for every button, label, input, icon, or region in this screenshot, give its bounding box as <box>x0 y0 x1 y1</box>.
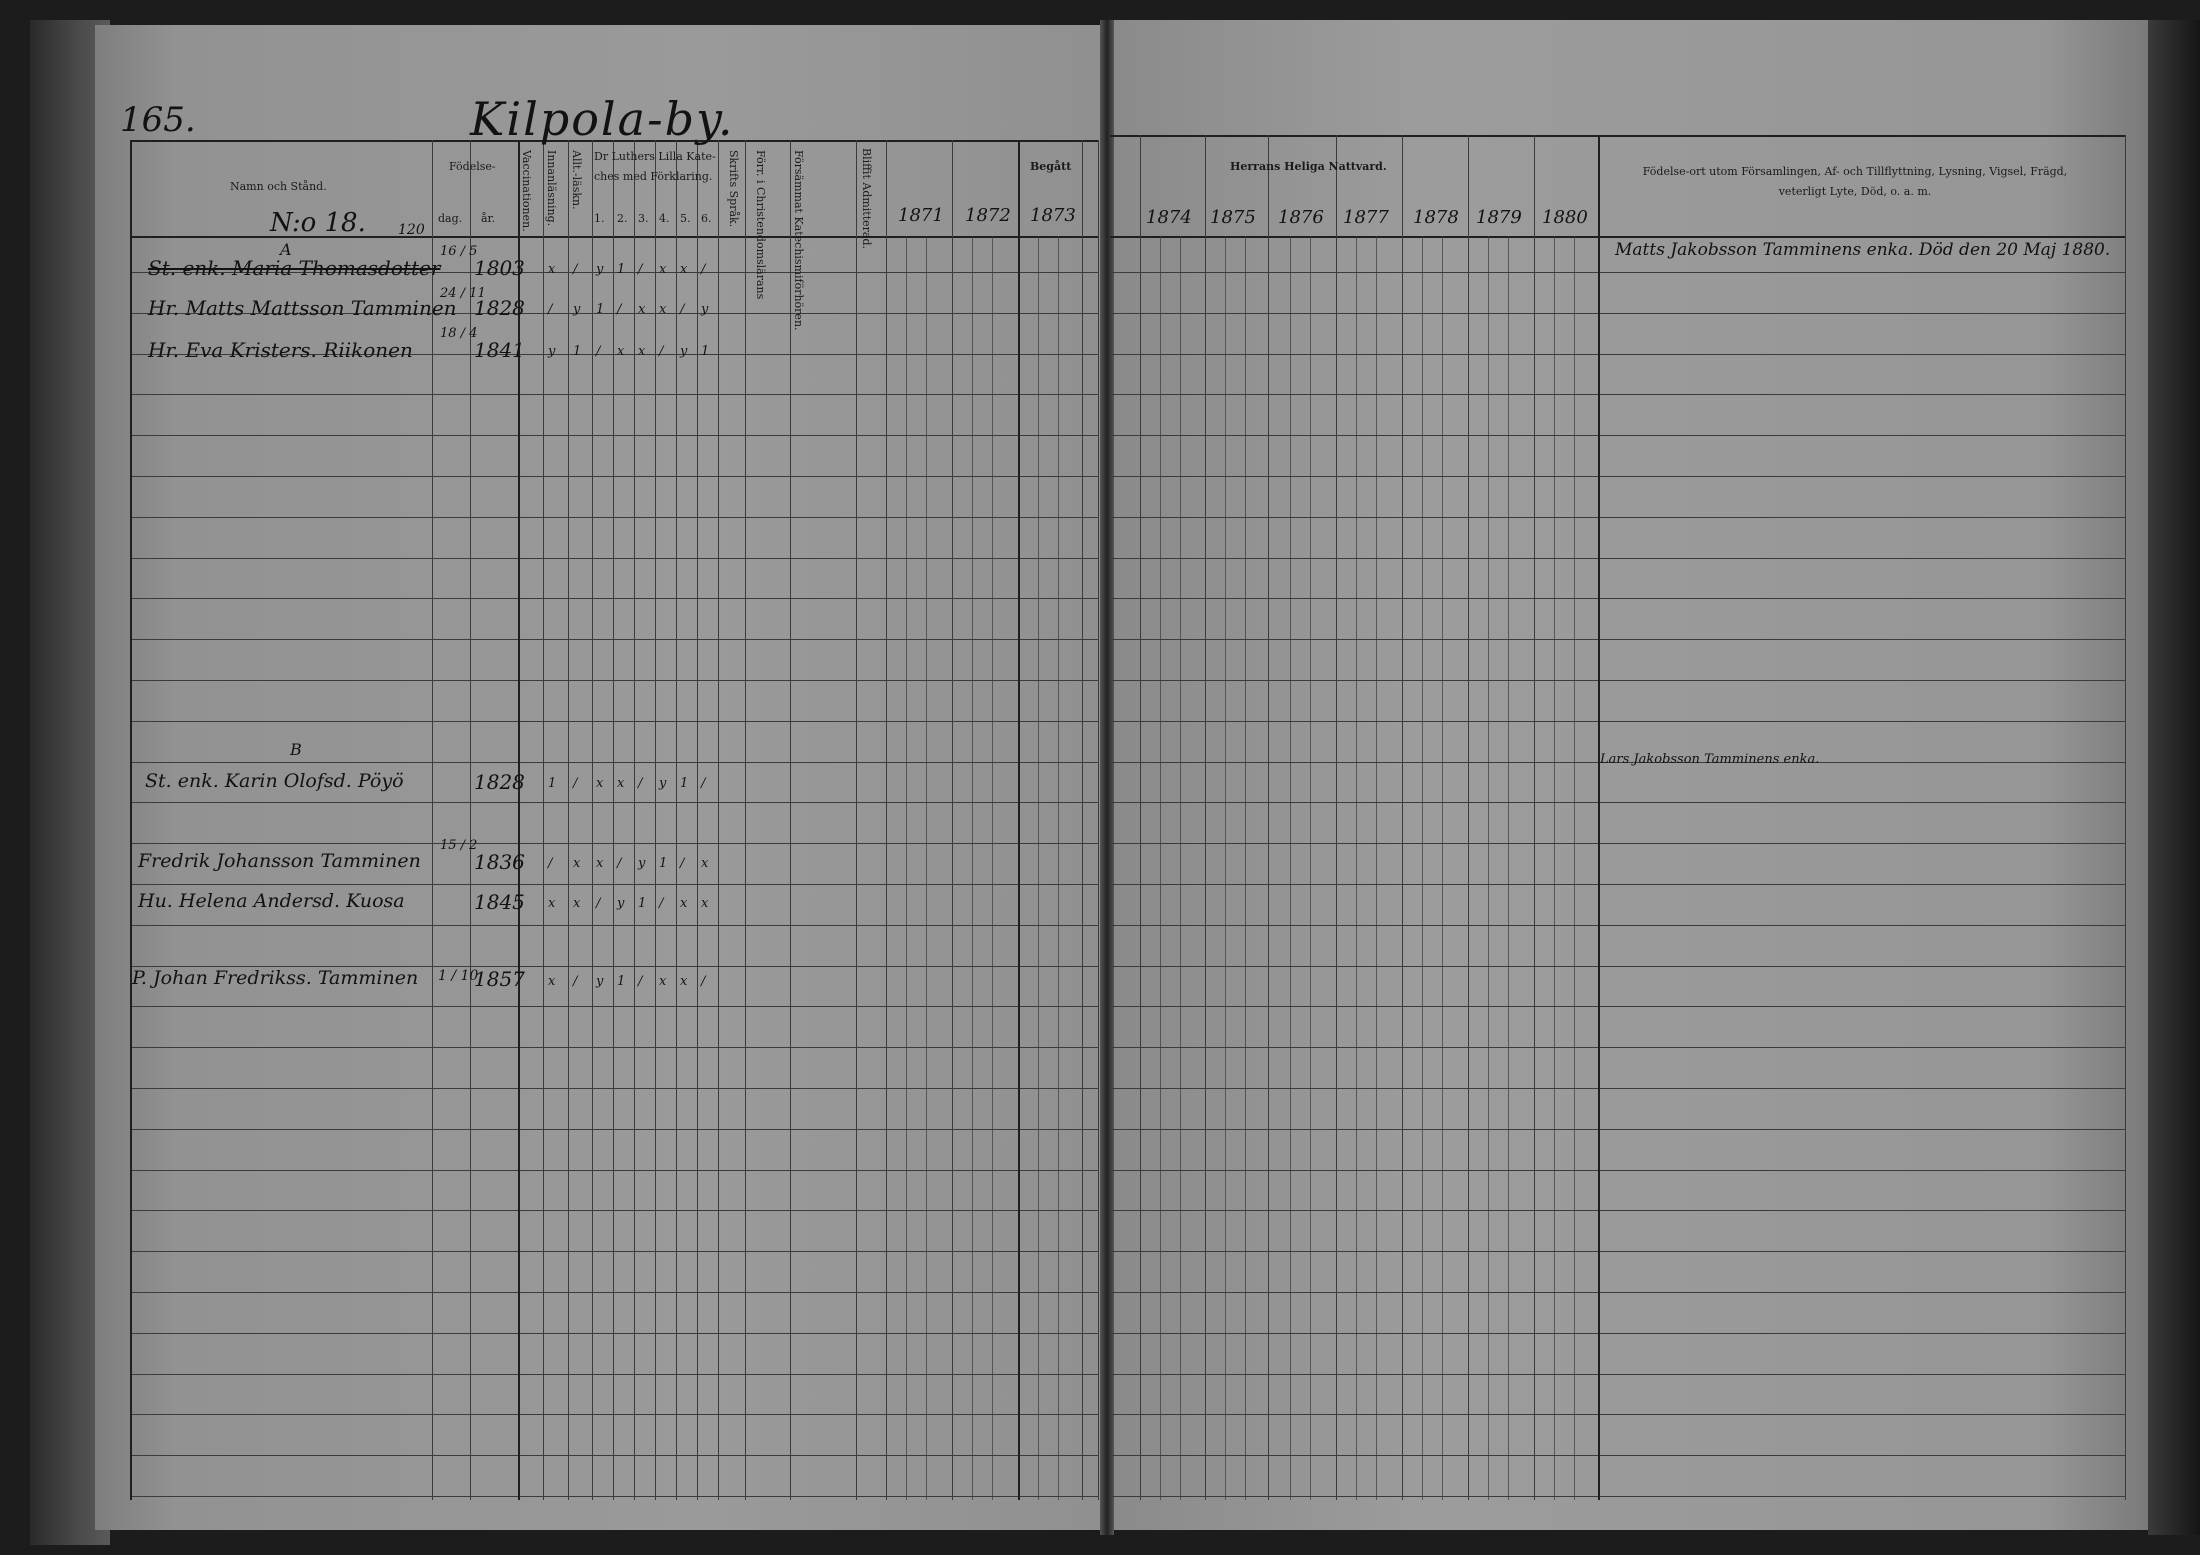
subcolumn-rule-left <box>992 236 993 1500</box>
subcolumn-rule-left <box>972 236 973 1500</box>
row-rule-right <box>1110 1292 2125 1293</box>
subcolumn-rule-right <box>1245 236 1246 1500</box>
tally-mark: / <box>638 776 643 791</box>
person-year-5: 1836 <box>474 850 525 874</box>
subcolumn-rule-right <box>1422 236 1423 1500</box>
subcolumn-rule-right <box>1488 236 1489 1500</box>
tally-mark: 1 <box>548 776 557 791</box>
row-rule-right <box>1110 884 2125 885</box>
row-rule-right <box>1110 1414 2125 1415</box>
column-rule-left <box>432 140 433 1500</box>
subcolumn-rule-right <box>1356 236 1357 1500</box>
column-rule-left <box>745 140 746 1500</box>
part-3: 3. <box>638 212 649 225</box>
tally-mark: 1 <box>680 776 689 791</box>
luther-header-2: ches med Förklaring. <box>594 170 713 183</box>
tally-mark: / <box>573 974 578 989</box>
year-1874: 1874 <box>1146 207 1192 228</box>
tally-mark: / <box>701 776 706 791</box>
admitted-header: Bliffit Admitterad. <box>860 148 873 250</box>
row-rule-right <box>1110 721 2125 722</box>
column-rule-left <box>634 140 635 1500</box>
column-rule-right <box>1534 135 1535 1500</box>
reading-header: Innanläsning. <box>545 150 558 227</box>
part-4: 4. <box>659 212 670 225</box>
birth-day-header: dag. <box>438 212 463 225</box>
person-note-1: Matts Jakobsson Tamminens enka. Död den 20 Maj 1880. <box>1615 240 2111 260</box>
row-rule-right <box>1110 435 2125 436</box>
tally-mark: 1 <box>573 344 582 359</box>
person-year-6: 1845 <box>474 890 525 914</box>
column-rule-left <box>470 140 471 1500</box>
row-rule-right <box>1110 517 2125 518</box>
column-rule-left <box>1098 140 1099 1500</box>
row-rule-right <box>1110 639 2125 640</box>
subcolumn-rule-right <box>1442 236 1443 1500</box>
column-rule-left <box>1018 140 1020 1500</box>
year-1875: 1875 <box>1210 207 1256 228</box>
person-day-7: 1 / 10 <box>438 968 479 984</box>
tally-mark: y <box>638 856 646 871</box>
column-rule-left <box>592 140 593 1500</box>
column-rule-left <box>568 140 569 1500</box>
tally-mark: x <box>596 856 604 871</box>
tally-mark: x <box>548 262 556 277</box>
subcolumn-rule-right <box>1160 236 1161 1500</box>
header-bottom-rule-right <box>1110 236 2125 238</box>
column-rule-right <box>1140 135 1141 1500</box>
tally-mark: x <box>701 896 709 911</box>
column-rule-left <box>613 140 614 1500</box>
tally-mark: y <box>617 896 625 911</box>
row-rule-right <box>1110 558 2125 559</box>
tally-mark: / <box>617 302 622 317</box>
tally-mark: 1 <box>617 974 626 989</box>
old-test-header: Allt.-läskn. <box>570 150 583 210</box>
column-rule-left <box>1082 140 1083 1500</box>
row-rule-right <box>1110 1496 2125 1497</box>
subcolumn-rule-right <box>1508 236 1509 1500</box>
year-1880: 1880 <box>1542 207 1588 228</box>
subcolumn-rule-right <box>1225 236 1226 1500</box>
tally-mark: y <box>573 302 581 317</box>
row-rule-right <box>1110 966 2125 967</box>
tally-mark: 1 <box>638 896 647 911</box>
person-name-2: Hr. Matts Mattsson Tamminen <box>148 296 457 320</box>
tally-mark: x <box>596 776 604 791</box>
tally-mark: 1 <box>596 302 605 317</box>
year-1878: 1878 <box>1413 207 1459 228</box>
row-rule-right <box>1110 354 2125 355</box>
year-1879: 1879 <box>1476 207 1522 228</box>
book-gutter <box>1100 20 1114 1535</box>
row-rule-right <box>1110 1088 2125 1089</box>
luther-header: Dr Luthers Lilla Kate- <box>594 150 716 163</box>
part-6: 6. <box>701 212 712 225</box>
tally-mark: y <box>548 344 556 359</box>
column-rule-right <box>1468 135 1469 1500</box>
column-rule-left <box>697 140 698 1500</box>
subcolumn-rule-right <box>1310 236 1311 1500</box>
person-day-3: 18 / 4 <box>440 326 478 341</box>
section-mark-b: B <box>290 740 302 759</box>
tally-mark: y <box>596 974 604 989</box>
row-rule-right <box>1110 1047 2125 1048</box>
row-rule-right <box>1110 925 2125 926</box>
year-1872: 1872 <box>965 205 1011 226</box>
confirmation-header: Försämmat Katechismiförhören. <box>792 150 805 331</box>
person-day-5: 15 / 2 <box>440 838 478 853</box>
tally-mark: / <box>701 262 706 277</box>
tally-mark: / <box>548 856 553 871</box>
tally-mark: x <box>573 896 581 911</box>
part-2: 2. <box>617 212 628 225</box>
village-title: Kilpola-by. <box>470 92 735 146</box>
row-rule-right <box>1110 1374 2125 1375</box>
subcolumn-rule-right <box>1554 236 1555 1500</box>
tally-mark: y <box>659 776 667 791</box>
tally-mark: / <box>548 302 553 317</box>
part-1: 1. <box>594 212 605 225</box>
column-rule-left <box>856 140 857 1500</box>
tally-mark: / <box>596 896 601 911</box>
name-column-header: Namn och Stånd. <box>230 180 327 193</box>
household-number: N:o 18. <box>270 208 366 238</box>
person-year-7: 1857 <box>474 967 525 991</box>
column-rule-left <box>886 140 887 1500</box>
communion-header: Herrans Heliga Nattvard. <box>1230 160 1387 173</box>
person-note-4: Lars Jakobsson Tamminens enka. <box>1600 752 1820 767</box>
subcolumn-rule-left <box>926 236 927 1500</box>
tally-mark: / <box>638 262 643 277</box>
page-number: 165. <box>120 100 196 140</box>
row-rule-right <box>1110 476 2125 477</box>
year-1871: 1871 <box>898 205 944 226</box>
year-1877: 1877 <box>1343 207 1389 228</box>
christian-header: Förr. i Christendomslärans <box>754 150 767 300</box>
row-rule-right <box>1110 843 2125 844</box>
column-rule-right <box>2125 135 2126 1500</box>
subcolumn-rule-right <box>1376 236 1377 1500</box>
tally-mark: / <box>680 856 685 871</box>
column-rule-left <box>676 140 677 1500</box>
tally-mark: y <box>680 344 688 359</box>
column-rule-right <box>1402 135 1403 1500</box>
row-rule-right <box>1110 1006 2125 1007</box>
person-name-6: Hu. Helena Andersd. Kuosa <box>138 890 405 912</box>
tally-mark: x <box>617 776 625 791</box>
household-ref: 120 <box>398 222 425 238</box>
tally-mark: x <box>573 856 581 871</box>
tally-mark: x <box>659 302 667 317</box>
row-rule-right <box>1110 1129 2125 1130</box>
column-rule-left <box>543 140 544 1500</box>
row-rule-right <box>1110 394 2125 395</box>
year-1876: 1876 <box>1278 207 1324 228</box>
person-name-7: P. Johan Fredrikss. Tamminen <box>132 967 419 989</box>
vaccination-header: Vaccinationen. <box>520 150 533 232</box>
tally-mark: y <box>596 262 604 277</box>
subcolumn-rule-left <box>906 236 907 1500</box>
tally-mark: / <box>659 344 664 359</box>
subcolumn-rule-right <box>1180 236 1181 1500</box>
column-rule-right <box>1598 135 1600 1500</box>
subcolumn-rule-right <box>1290 236 1291 1500</box>
row-rule-right <box>1110 1455 2125 1456</box>
person-year-3: 1841 <box>474 338 525 362</box>
person-name-3: Hr. Eva Kristers. Riikonen <box>148 338 413 362</box>
person-day-1: 16 / 5 <box>440 244 478 259</box>
tally-mark: / <box>596 344 601 359</box>
person-name-1: St. enk. Maria Thomasdotter <box>148 256 441 280</box>
person-name-5: Fredrik Johansson Tamminen <box>138 850 421 872</box>
page-edge <box>2148 20 2200 1535</box>
birth-header: Födelse- <box>449 160 496 173</box>
subcolumn-rule-left <box>1038 236 1039 1500</box>
row-rule-right <box>1110 598 2125 599</box>
tally-mark: x <box>659 974 667 989</box>
column-rule-left <box>790 140 791 1500</box>
person-year-4: 1828 <box>474 770 525 794</box>
tally-mark: / <box>680 302 685 317</box>
tally-mark: y <box>701 302 709 317</box>
tally-mark: x <box>638 302 646 317</box>
column-rule-right <box>1268 135 1269 1500</box>
notes-header: Födelse-ort utom Församlingen, Af- och Tillflyttning, Lysning, Vigsel, Frägd, veterligt Lyte, Död, o. a. m. <box>1642 165 2068 198</box>
section-mark-a: A <box>280 240 292 259</box>
tally-mark: x <box>638 344 646 359</box>
column-rule-left <box>130 140 132 1500</box>
year-1873: 1873 <box>1030 205 1076 226</box>
row-rule-right <box>1110 313 2125 314</box>
part-5: 5. <box>680 212 691 225</box>
row-rule-right <box>1110 802 2125 803</box>
tally-mark: / <box>701 974 706 989</box>
tally-mark: x <box>680 262 688 277</box>
tally-mark: / <box>659 896 664 911</box>
tally-mark: / <box>573 262 578 277</box>
row-rule-right <box>1110 1210 2125 1211</box>
column-rule-left <box>952 140 953 1500</box>
tally-mark: x <box>548 974 556 989</box>
tally-mark: 1 <box>659 856 668 871</box>
subcolumn-rule-left <box>1058 236 1059 1500</box>
column-rule-right <box>1336 135 1337 1500</box>
tally-mark: x <box>701 856 709 871</box>
tally-mark: 1 <box>701 344 710 359</box>
row-rule-right <box>1110 272 2125 273</box>
writing-header: Skrifts Språk. <box>727 150 740 228</box>
attended-header: Begått <box>1030 160 1072 173</box>
tally-mark: x <box>548 896 556 911</box>
person-name-4: St. enk. Karin Olofsd. Pöyö <box>145 770 404 792</box>
column-rule-left <box>655 140 656 1500</box>
tally-mark: / <box>638 974 643 989</box>
tally-mark: x <box>617 344 625 359</box>
birth-year-header: år. <box>481 212 496 225</box>
row-rule-right <box>1110 1333 2125 1334</box>
tally-mark: x <box>659 262 667 277</box>
column-rule-left <box>718 140 719 1500</box>
tally-mark: 1 <box>617 262 626 277</box>
person-year-1: 1803 <box>474 256 525 280</box>
header-top-rule-right <box>1110 135 2125 137</box>
tally-mark: / <box>573 776 578 791</box>
tally-mark: x <box>680 896 688 911</box>
person-year-2: 1828 <box>474 296 525 320</box>
tally-mark: x <box>680 974 688 989</box>
tally-mark: / <box>617 856 622 871</box>
row-rule-right <box>1110 1170 2125 1171</box>
row-rule-right <box>1110 680 2125 681</box>
row-rule-right <box>1110 1251 2125 1252</box>
person-day-2: 24 / 11 <box>440 286 486 301</box>
column-rule-right <box>1205 135 1206 1500</box>
subcolumn-rule-right <box>1574 236 1575 1500</box>
